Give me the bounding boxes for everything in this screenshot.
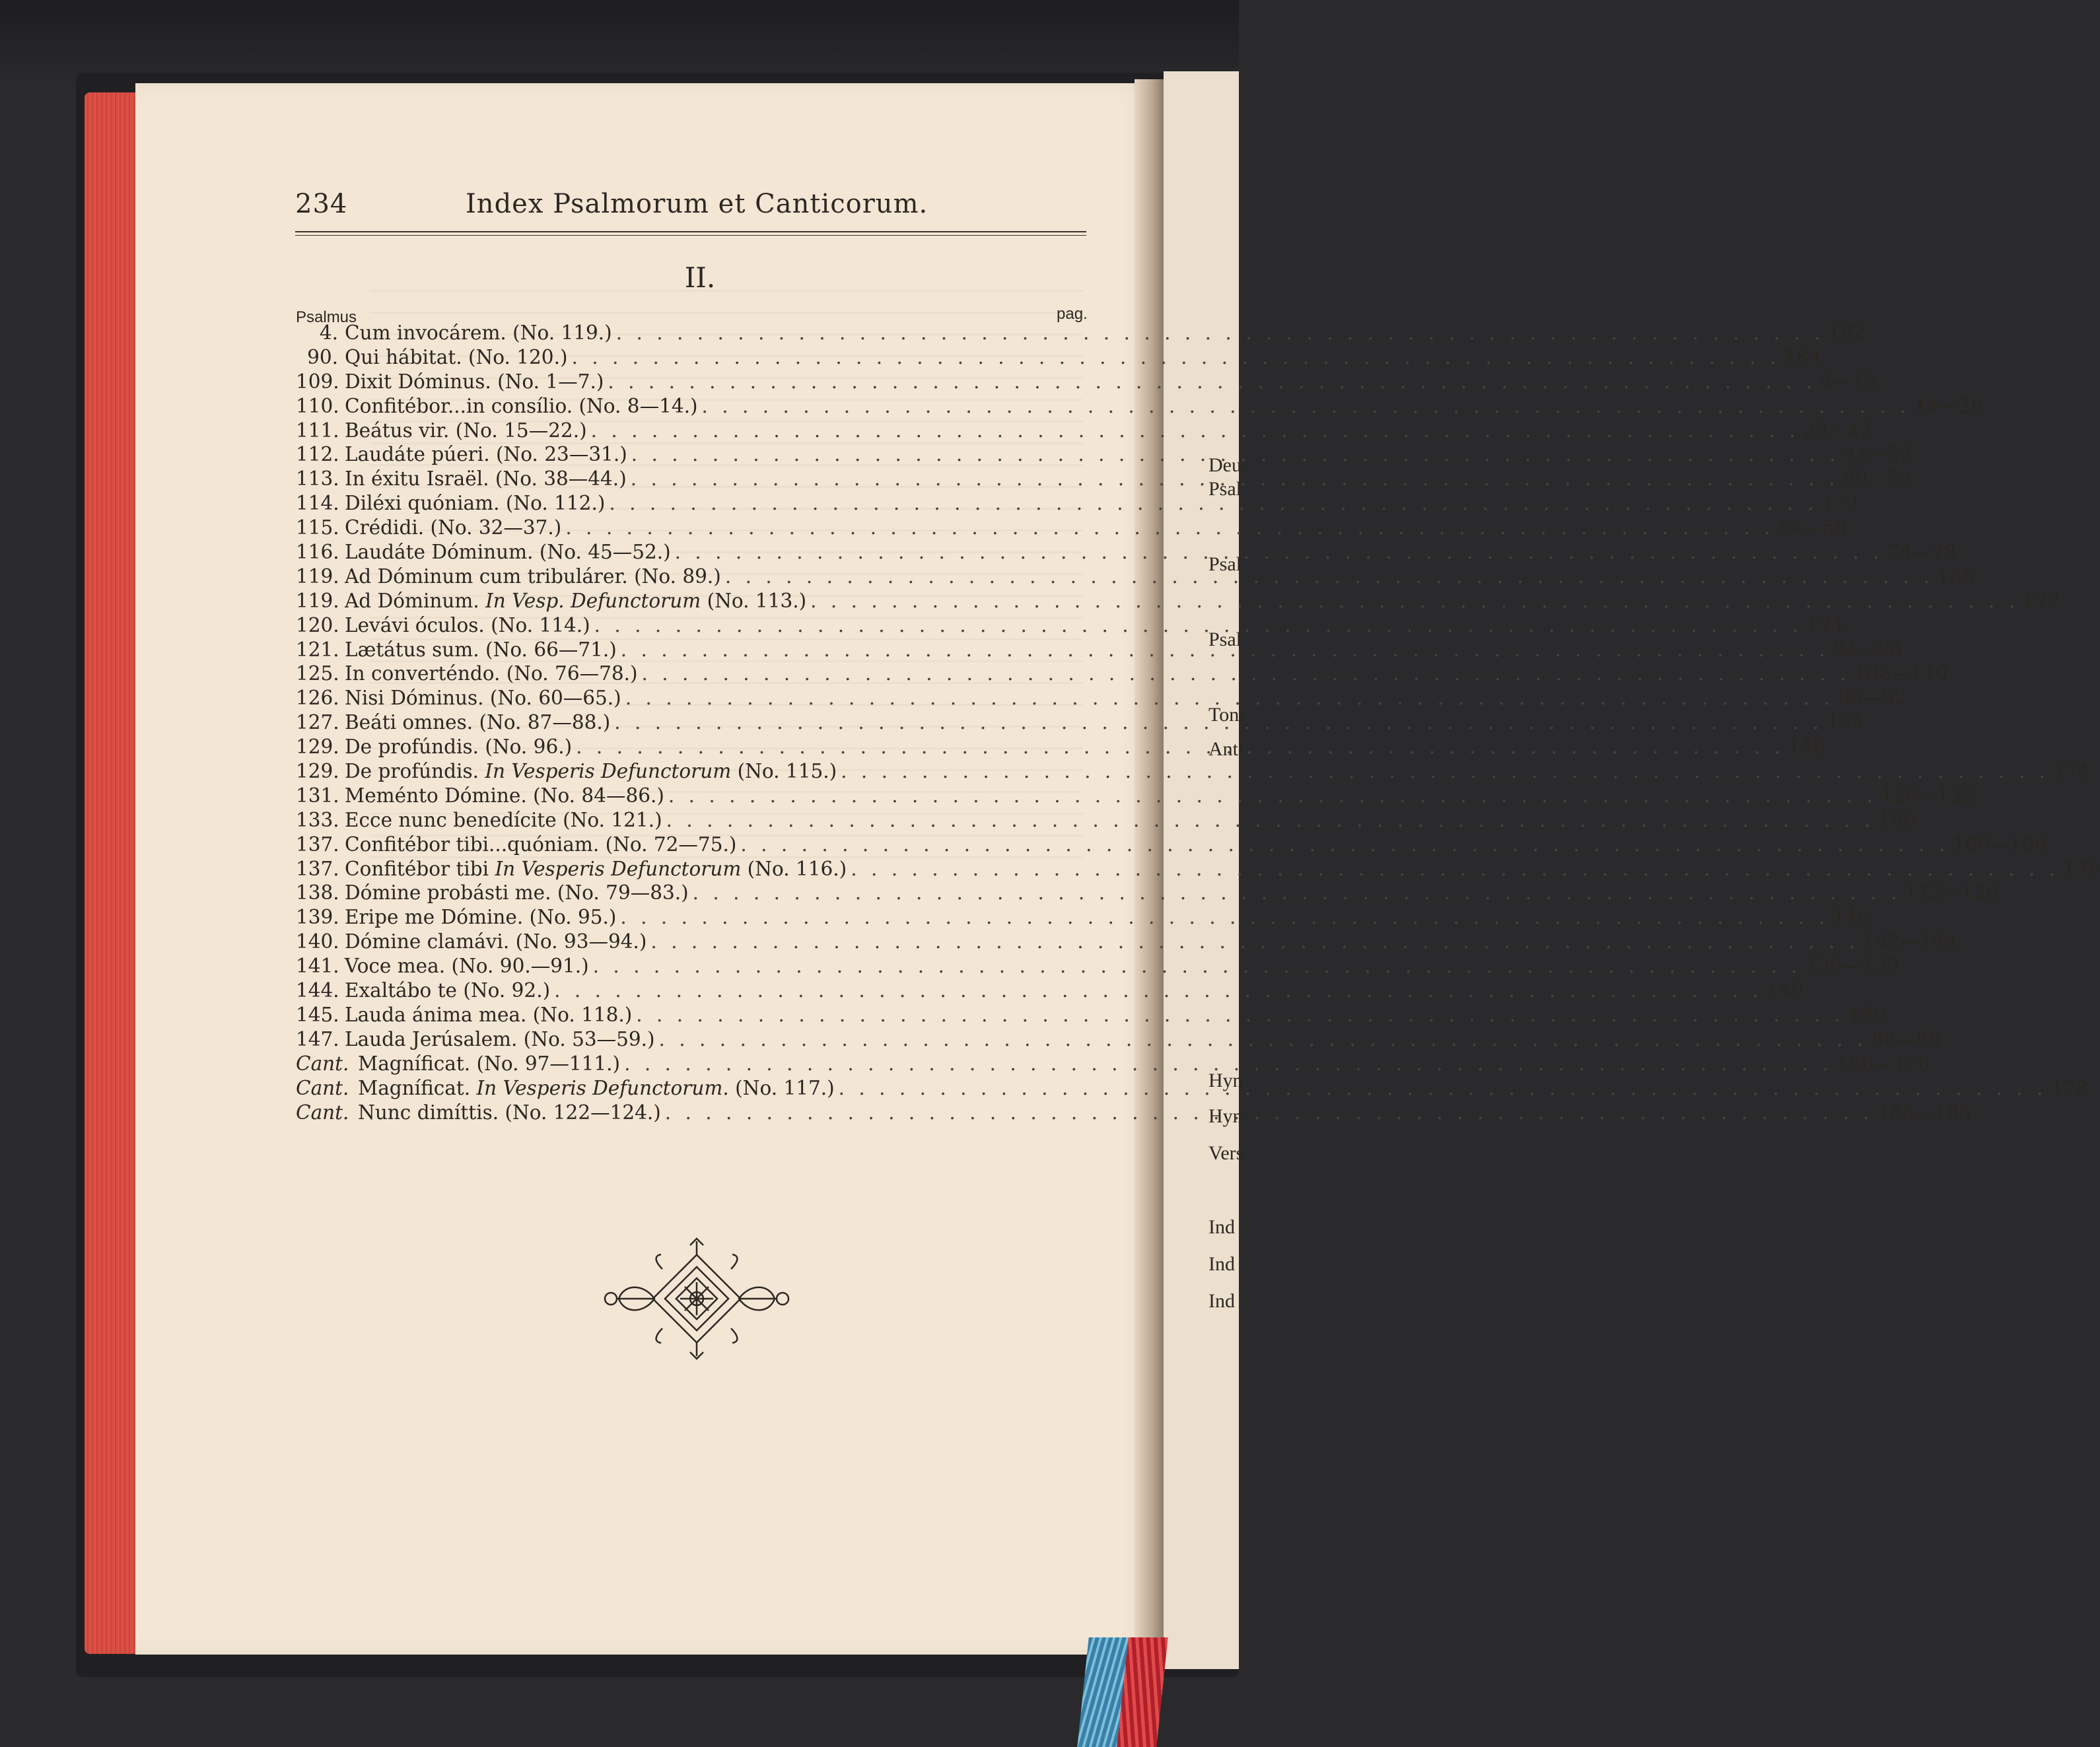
page-reference: 172 bbox=[1821, 492, 1859, 515]
index-row bbox=[296, 857, 2100, 881]
psalm-number: 127. bbox=[296, 711, 339, 734]
entry-title-part: Confitébor tibi bbox=[345, 857, 495, 880]
page-reference: 180 bbox=[1848, 1003, 1886, 1026]
index-row bbox=[296, 905, 1870, 930]
dot-leader bbox=[591, 419, 1800, 443]
dot-leader bbox=[608, 370, 1816, 394]
entry-title: Exaltábo te (No. 92.) bbox=[345, 979, 551, 1002]
index-row bbox=[296, 662, 1948, 686]
psalm-number: 131. bbox=[296, 784, 339, 807]
dot-leader bbox=[616, 321, 1825, 345]
dot-leader bbox=[571, 345, 1780, 370]
entry-title: Cum invocárem. (No. 119.) bbox=[345, 322, 612, 344]
entry-title: Crédidi. (No. 32—37.) bbox=[345, 516, 562, 539]
entry-title: Dómine clamávi. (No. 93—94.) bbox=[345, 930, 647, 953]
entry-title-italic: In Vesp. Defunctorum bbox=[485, 589, 701, 612]
dot-leader bbox=[851, 857, 2059, 881]
page-reference: 14—26 bbox=[1914, 394, 1983, 417]
page-reference: 174 bbox=[1806, 613, 1844, 636]
entry-title-part: Magníficat. bbox=[358, 1076, 477, 1099]
page-reference: 94—98 bbox=[1833, 638, 1903, 661]
dot-leader bbox=[620, 905, 1829, 930]
dot-leader bbox=[631, 467, 1839, 491]
page-reference: 4—12 bbox=[1820, 370, 1877, 393]
dot-leader bbox=[810, 589, 2019, 613]
dot-leader bbox=[702, 394, 1910, 419]
dot-leader bbox=[565, 516, 1774, 540]
page-reference: 140 bbox=[1766, 979, 1804, 1002]
psalm-number: 125. bbox=[296, 662, 339, 685]
dot-leader bbox=[594, 613, 1803, 638]
section-heading: II. bbox=[684, 261, 716, 294]
facing-page-fragment: Psal bbox=[1208, 629, 1242, 650]
entry-title-part: (No. 117.) bbox=[728, 1076, 835, 1099]
entry-title: Levávi óculos. (No. 114.) bbox=[345, 613, 590, 636]
index-row bbox=[296, 808, 1916, 833]
page-reference: 184 bbox=[1784, 345, 1821, 368]
facing-page-fragment: Ind bbox=[1208, 1290, 1235, 1312]
page-reference: 146 bbox=[1833, 906, 1870, 929]
index-row bbox=[296, 613, 1844, 638]
entry-title bbox=[338, 589, 806, 613]
facing-page-fragment: Psal bbox=[1208, 553, 1242, 575]
index-row bbox=[296, 321, 1866, 345]
entry-title: Nisi Dóminus. (No. 60—65.) bbox=[345, 687, 621, 710]
entry-title: Lauda ánima mea. (No. 118.) bbox=[345, 1003, 633, 1026]
psalm-number: 116. bbox=[296, 541, 339, 564]
index-row bbox=[296, 394, 1983, 419]
page-reference: 150—170 bbox=[1836, 1052, 1931, 1075]
entry-title: Beátus vir. (No. 15—22.) bbox=[345, 419, 587, 442]
entry-title-part: (No. 116.) bbox=[741, 857, 847, 880]
dot-leader bbox=[740, 833, 1949, 857]
entry-title: Qui hábitat. (No. 120.) bbox=[345, 345, 568, 368]
entry-title: Nunc dimíttis. (No. 122—124.) bbox=[358, 1101, 661, 1124]
index-row bbox=[296, 589, 2060, 613]
psalm-number: 112. bbox=[296, 443, 339, 466]
psalm-number: 90. bbox=[307, 345, 338, 368]
dot-leader bbox=[554, 978, 1763, 1003]
entry-title: Laudáte Dóminum. (No. 45—52.) bbox=[345, 541, 671, 564]
column-label-pag: pag. bbox=[1057, 305, 1088, 323]
psalm-number: 129. bbox=[296, 736, 339, 759]
entry-title: Diléxi quóniam. (No. 112.) bbox=[345, 492, 606, 515]
psalm-number: 139. bbox=[296, 906, 339, 929]
dot-leader bbox=[650, 930, 1859, 954]
dot-leader bbox=[668, 784, 1877, 808]
psalm-number: 145. bbox=[296, 1003, 339, 1026]
page-reference: 186—188 bbox=[1877, 1101, 1971, 1124]
index-row bbox=[296, 370, 1877, 394]
entry-title: Voce mea. (No. 90.—91.) bbox=[345, 955, 589, 978]
psalm-number: 110. bbox=[296, 394, 339, 417]
entry-title: Beáti omnes. (No. 87—88.) bbox=[345, 711, 611, 734]
entry-title: Ad Dóminum cum tribulárer. (No. 89.) bbox=[345, 565, 721, 588]
page-number: 234 bbox=[295, 189, 348, 219]
fleuron-ornament-icon bbox=[598, 1236, 796, 1361]
facing-page-fragment: Anti bbox=[1208, 738, 1244, 760]
facing-page-fragment: Hyn bbox=[1208, 1070, 1243, 1091]
canticle-label: Cant. bbox=[296, 1101, 349, 1124]
page-header bbox=[295, 189, 1088, 228]
entry-title: Ecce nunc benedícite (No. 121.) bbox=[345, 808, 662, 831]
psalm-number: 121. bbox=[296, 638, 339, 661]
psalm-number: 119. bbox=[296, 565, 339, 588]
psalm-number: 119. bbox=[296, 589, 339, 612]
page-reference: 112—126 bbox=[1905, 881, 1999, 905]
dot-leader bbox=[609, 491, 1817, 516]
page-reference: 60—72 bbox=[1842, 467, 1912, 491]
page-reference: 172 bbox=[2023, 589, 2060, 612]
psalm-number: 113. bbox=[296, 467, 339, 491]
entry-title bbox=[351, 1076, 835, 1101]
index-row bbox=[296, 491, 1859, 516]
entry-title: In converténdo. (No. 76—78.) bbox=[345, 662, 638, 685]
entry-title-part: Ad Dóminum. bbox=[345, 589, 486, 612]
psalm-number: 133. bbox=[296, 808, 339, 831]
dot-leader bbox=[666, 808, 1875, 833]
psalm-number: 115. bbox=[296, 516, 339, 539]
index-row bbox=[296, 1052, 1931, 1076]
facing-page-fragment: Toni bbox=[1208, 704, 1245, 726]
psalm-number: 114. bbox=[296, 492, 339, 515]
column-label-psalmus: Psalmus bbox=[296, 308, 357, 326]
page-reference: 182 bbox=[1828, 322, 1866, 344]
canticle-label: Cant. bbox=[296, 1052, 349, 1075]
index-row bbox=[296, 1027, 1941, 1052]
dot-leader bbox=[659, 1027, 1868, 1052]
dot-leader bbox=[665, 1101, 1873, 1125]
page-reference: 174 bbox=[2053, 760, 2091, 783]
page-reference: 142—144 bbox=[1863, 930, 1957, 953]
entry-title-part: De profúndis. bbox=[345, 760, 485, 783]
psalm-number: 144. bbox=[296, 979, 339, 1002]
psalm-number: 141. bbox=[296, 955, 339, 978]
facing-page-fragment: Deus bbox=[1208, 454, 1249, 476]
entry-title: Laudáte púeri. (No. 23—31.) bbox=[345, 443, 627, 466]
entry-title: Magníficat. (No. 97—111.) bbox=[358, 1052, 621, 1075]
page-reference: 100—106 bbox=[1953, 833, 2047, 856]
facing-page-fragment: Ind bbox=[1208, 1253, 1235, 1275]
index-row bbox=[296, 930, 1957, 954]
index-row bbox=[296, 516, 1847, 540]
psalm-number: 120. bbox=[296, 613, 339, 636]
page-reference: 186 bbox=[1878, 808, 1916, 831]
page-reference: 54—58 bbox=[1778, 516, 1847, 539]
dot-leader bbox=[725, 565, 1934, 589]
page-reference: 88—92 bbox=[1837, 687, 1907, 710]
page-reference: 74—78 bbox=[1887, 541, 1957, 564]
page-reference: 108—110 bbox=[1854, 662, 1948, 685]
psalm-number: 147. bbox=[296, 1027, 339, 1050]
psalm-number: 126. bbox=[296, 687, 339, 710]
entry-title-italic: In Vesperis Defunctorum bbox=[495, 857, 742, 880]
page-reference: 28—42 bbox=[1803, 419, 1873, 442]
entry-title-italic: In Vesperis Defunctorum. bbox=[476, 1076, 729, 1099]
entry-title-part: (No. 115.) bbox=[731, 760, 837, 783]
page-reference: 178 bbox=[2050, 1076, 2088, 1099]
dot-leader bbox=[614, 710, 1823, 735]
psalm-number: 138. bbox=[296, 881, 339, 905]
page-reference: 80—86 bbox=[1871, 1027, 1941, 1050]
dot-leader bbox=[675, 540, 1883, 565]
entry-title bbox=[338, 759, 837, 784]
entry-title: De profúndis. (No. 96.) bbox=[345, 736, 573, 759]
dot-leader bbox=[624, 1052, 1833, 1076]
facing-page-fragment: Psal bbox=[1208, 478, 1242, 500]
entry-title: Confitébor tibi...quóniam. (No. 72—75.) bbox=[345, 833, 737, 856]
index-row bbox=[296, 345, 1821, 370]
psalm-number: 140. bbox=[296, 930, 339, 953]
dot-leader bbox=[625, 686, 1834, 710]
dot-leader bbox=[576, 735, 1784, 759]
psalm-number: 4. bbox=[319, 322, 338, 344]
dot-leader bbox=[839, 1076, 2047, 1101]
page-reference: 128—132 bbox=[1880, 784, 1975, 807]
facing-page-fragment: Vers bbox=[1208, 1142, 1244, 1164]
index-row bbox=[296, 565, 1975, 589]
page-reference: 148 bbox=[1788, 736, 1826, 759]
entry-title: Confitébor...in consílio. (No. 8—14.) bbox=[345, 394, 698, 417]
index-row bbox=[296, 978, 1804, 1003]
index-row bbox=[296, 833, 2047, 857]
canticle-label: Cant. bbox=[296, 1076, 349, 1099]
entry-title: Lætátus sum. (No. 66—71.) bbox=[345, 638, 617, 661]
header-rule-top bbox=[295, 231, 1086, 232]
entry-title: Dixit Dóminus. (No. 1—7.) bbox=[345, 370, 604, 393]
index-row bbox=[296, 686, 1907, 710]
dot-leader bbox=[642, 662, 1850, 686]
psalm-number: 129. bbox=[296, 760, 339, 783]
index-row bbox=[296, 881, 1999, 905]
dot-leader bbox=[693, 881, 1901, 905]
dot-leader bbox=[631, 442, 1840, 467]
dot-leader bbox=[841, 759, 2049, 784]
running-title: Index Psalmorum et Canticorum. bbox=[466, 189, 928, 219]
psalm-number: 109. bbox=[296, 370, 339, 393]
page-reference: 136—138 bbox=[1805, 955, 1899, 978]
index-row bbox=[296, 784, 1975, 808]
page-reference: 176 bbox=[2063, 857, 2100, 880]
psalm-number: 137. bbox=[296, 833, 339, 856]
dot-leader bbox=[621, 638, 1829, 662]
entry-title: Meménto Dómine. (No. 84—86.) bbox=[345, 784, 664, 807]
facing-page-fragment: Ind bbox=[1208, 1216, 1235, 1238]
psalm-number: 111. bbox=[296, 419, 339, 442]
dot-leader bbox=[636, 1003, 1844, 1027]
psalm-number: 137. bbox=[296, 857, 339, 880]
entry-title bbox=[338, 857, 847, 881]
entry-title: Dómine probásti me. (No. 79—83.) bbox=[345, 881, 689, 905]
index-row bbox=[296, 954, 1899, 978]
page-reference: 44—52 bbox=[1843, 443, 1913, 466]
entry-title: Eripe me Dómine. (No. 95.) bbox=[345, 906, 617, 929]
index-row bbox=[296, 759, 2091, 784]
page-reference: 134 bbox=[1827, 711, 1864, 734]
entry-title-part: (No. 113.) bbox=[701, 589, 807, 612]
entry-title: In éxitu Israël. (No. 38—44.) bbox=[345, 467, 627, 491]
page-reference: 136 bbox=[1937, 565, 1975, 588]
index-row bbox=[296, 419, 1873, 443]
entry-title-italic: In Vesperis Defunctorum bbox=[485, 760, 732, 783]
facing-page-fragment: Hyn bbox=[1208, 1105, 1243, 1127]
header-rule-bottom bbox=[295, 235, 1086, 236]
dot-leader bbox=[593, 954, 1802, 978]
entry-title: Lauda Jerúsalem. (No. 53—59.) bbox=[345, 1027, 655, 1050]
index-row bbox=[296, 1003, 1886, 1027]
